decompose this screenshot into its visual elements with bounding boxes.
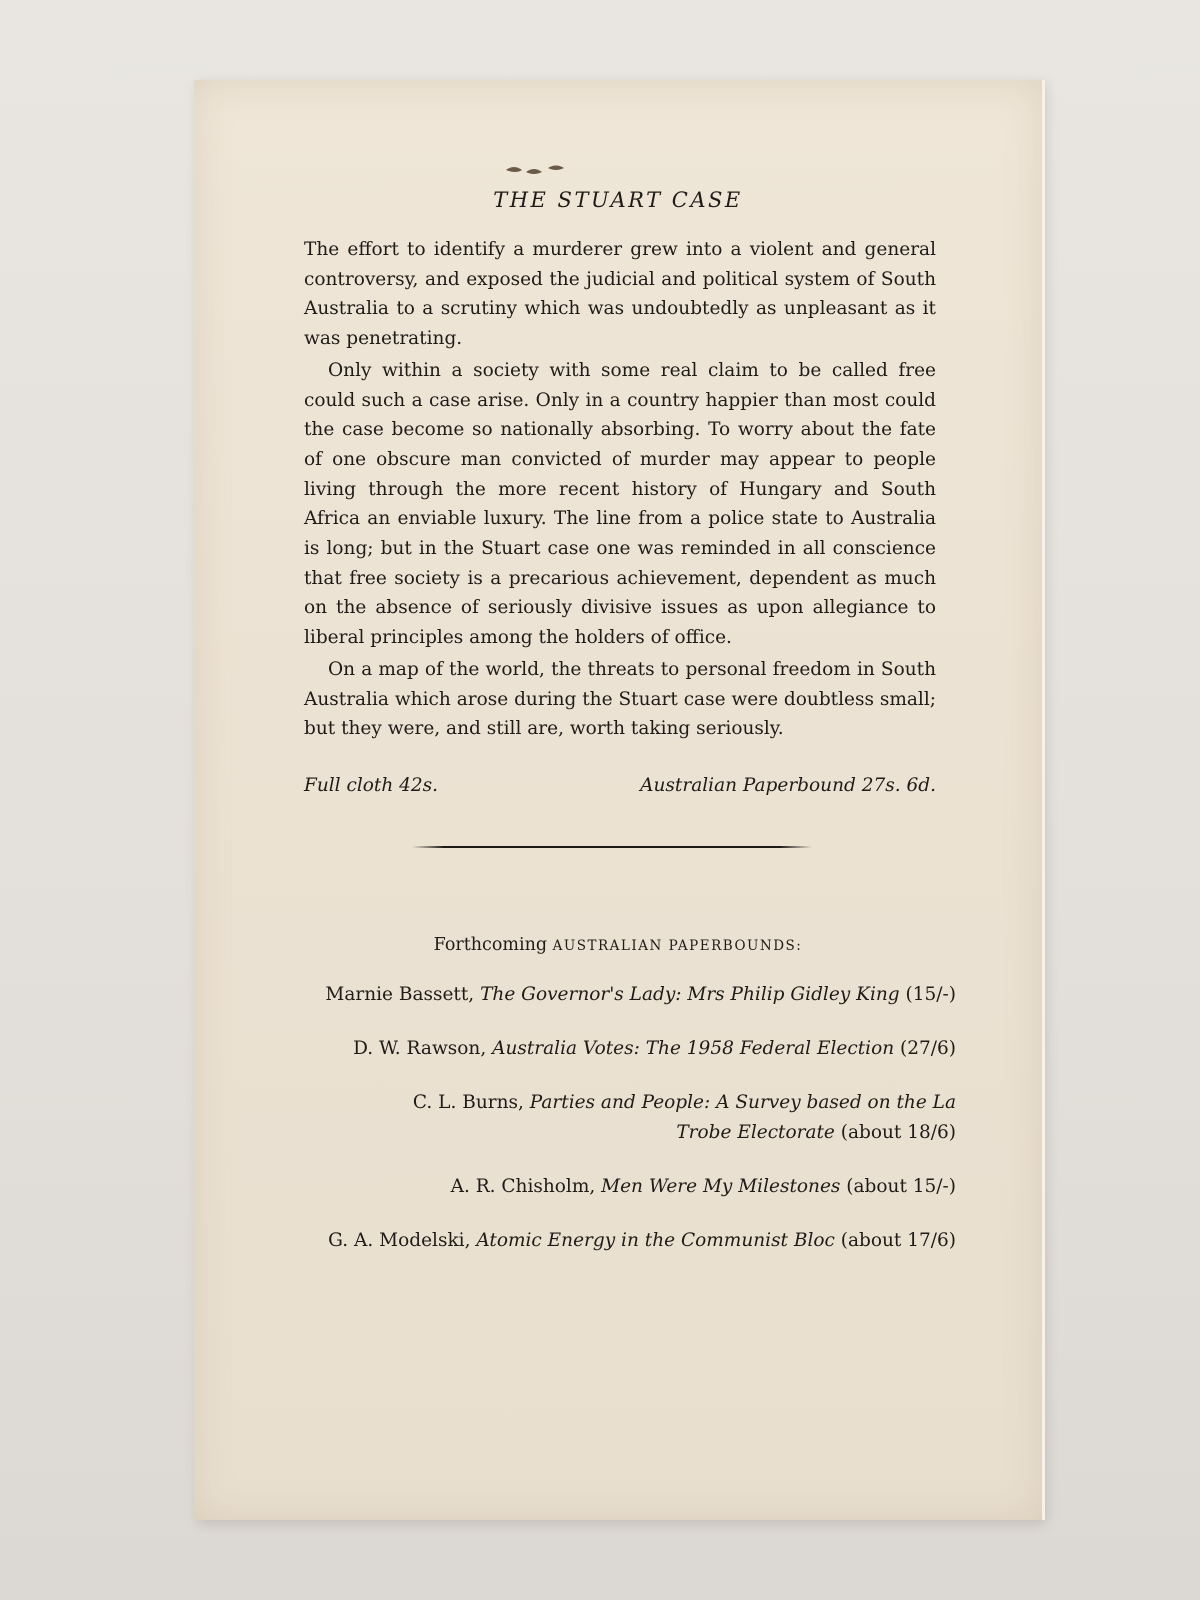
entry-price: (about 15/-) <box>846 1176 956 1197</box>
entry-title: Australia Votes: The 1958 Federal Election <box>492 1038 895 1059</box>
divider-rule <box>412 846 812 848</box>
forthcoming-series: AUSTRALIAN PAPERBOUNDS: <box>552 938 803 954</box>
book-back-cover <box>194 80 1045 1520</box>
price-paperbound: Australian Paperbound 27s. 6d. <box>640 775 936 796</box>
entry-title: Parties and People: A Survey based on the La Trobe Electorate <box>529 1092 956 1143</box>
blurb-paragraph: On a map of the world, the threats to personal freedom in South Australia which arose during the Stuart case were doubtless small; but they were, and still are, worth taking seriously. <box>304 658 936 740</box>
entry-price: (about 17/6) <box>840 1230 956 1251</box>
fleuron-ornament <box>502 162 572 178</box>
forthcoming-heading <box>194 935 1042 955</box>
list-item <box>276 1088 956 1148</box>
list-item <box>276 1226 956 1256</box>
entry-author: Marnie Bassett, <box>325 984 475 1005</box>
entry-author: D. W. Rawson, <box>353 1038 487 1059</box>
forthcoming-list <box>276 980 956 1280</box>
entry-price: (15/-) <box>905 984 956 1005</box>
forthcoming-prefix: Forthcoming <box>433 935 548 955</box>
entry-title: The Governor's Lady: Mrs Philip Gidley King <box>480 984 900 1005</box>
price-line <box>304 775 936 796</box>
blurb-paragraph: The effort to identify a murderer grew into a violent and general controversy, and exposed the judicial and political system of South Australia to a scrutiny which was undoubtedly as unpleasant as it was penetrating. <box>304 239 936 350</box>
list-item <box>276 1172 956 1202</box>
list-item <box>276 980 956 1010</box>
entry-price: (27/6) <box>900 1038 956 1059</box>
entry-author: G. A. Modelski, <box>328 1230 471 1251</box>
list-item <box>276 1034 956 1064</box>
entry-title: Atomic Energy in the Communist Bloc <box>476 1230 835 1251</box>
entry-title: Men Were My Milestones <box>601 1176 841 1197</box>
entry-author: C. L. Burns, <box>412 1092 524 1113</box>
book-title: THE STUART CASE <box>493 188 743 212</box>
blurb-text <box>304 235 936 746</box>
entry-author: A. R. Chisholm, <box>450 1176 596 1197</box>
blurb-paragraph: Only within a society with some real claim to be called free could such a case arise. Only in a country happier than most could the case become so nationally absorbing. To worry about the fate of one obscure man convicted of murder may appear to people living through the more recent history of Hungary and South Africa an enviable luxury. The line from a police state to Australia is long; but in the Stuart case one was reminded in all conscience that free society is a precarious achievement, dependent as much on the absence of seriously divisive issues as upon allegiance to liberal principles among the holders of office. <box>304 359 936 649</box>
price-cloth: Full cloth 42s. <box>304 775 439 796</box>
entry-price: (about 18/6) <box>840 1122 956 1143</box>
